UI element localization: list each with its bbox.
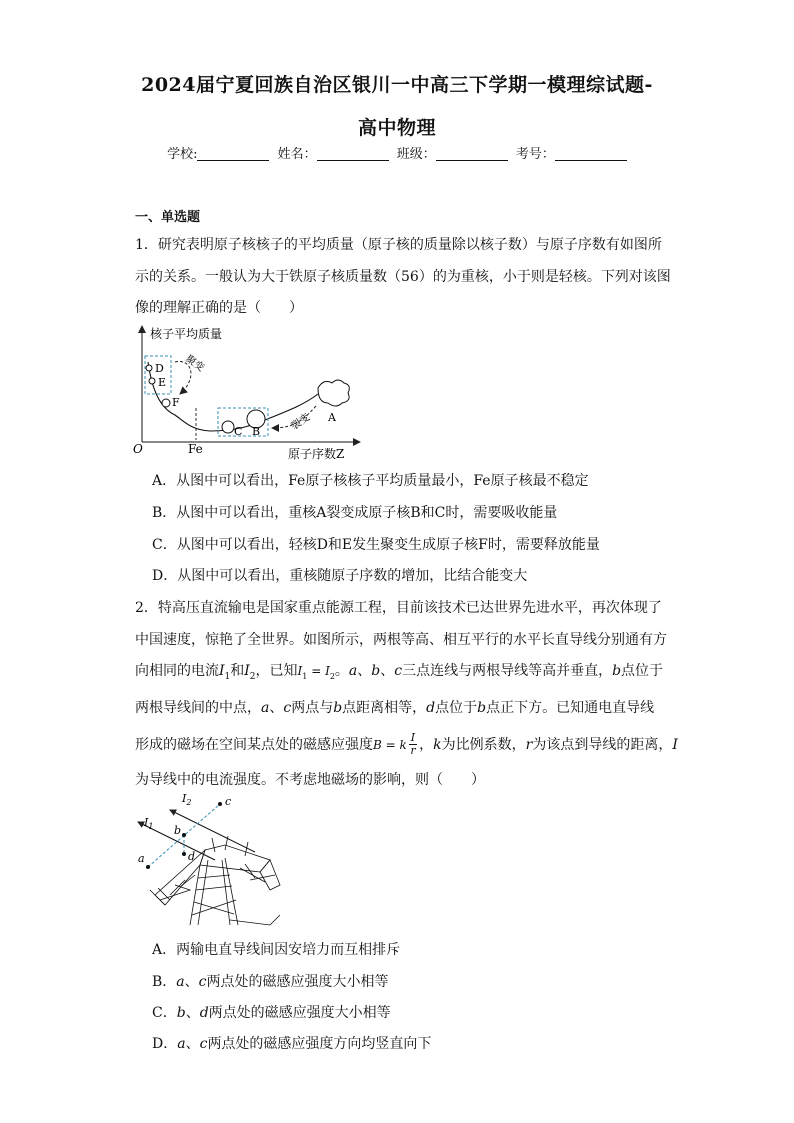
q2-line: 为导线中的电流强度。不考虑地磁场的影响，则（ ）	[135, 771, 485, 788]
q1-line: 示的关系。一般认为大于铁原子核质量数（56）的为重核，小于则是轻核。下列对该图	[135, 268, 671, 285]
point-c	[218, 802, 222, 806]
nucleus-C	[222, 421, 234, 433]
page-subtitle: 高中物理	[357, 117, 436, 139]
label-I2: $I_2$	[182, 792, 192, 807]
class-field[interactable]	[436, 146, 508, 161]
q2-option-d[interactable]: D．a、c两点处的磁感应强度方向均竖直向下	[152, 1036, 432, 1052]
name-field[interactable]	[317, 146, 389, 161]
transmission-line-figure	[130, 790, 290, 930]
student-info-line	[0, 143, 794, 162]
q2-option-c[interactable]: C．b、d两点处的磁感应强度大小相等	[152, 1005, 391, 1021]
fraction-I-over-r: $\frac{I}{r}$	[410, 731, 416, 758]
q1-option-d[interactable]: D．从图中可以看出，重核随原子序数的增加，比结合能变大	[152, 568, 528, 584]
point-b	[182, 833, 186, 837]
label-c: c	[225, 795, 232, 808]
q2-option-a[interactable]: A．两输电直导线间因安培力而互相排斥	[152, 942, 401, 958]
point-d	[182, 852, 186, 856]
label-E: E	[158, 376, 167, 389]
question-1-text	[135, 230, 680, 325]
q2-line: 中国速度，惊艳了全世界。如图所示，两根等高、相互平行的水平长直导线分别通有方	[135, 631, 667, 648]
point-a	[146, 865, 150, 869]
nucleus-D	[146, 365, 152, 371]
label-d: d	[188, 850, 196, 863]
q1-line: 像的理解正确的是（ ）	[135, 300, 303, 316]
school-label: 学校:	[167, 147, 198, 162]
tower-drawing	[150, 836, 280, 925]
q1-option-c[interactable]: C．从图中可以看出，轻核D和E发生聚变生成原子核F时，需要释放能量	[152, 537, 600, 553]
label-D: D	[155, 362, 164, 375]
label-I1: $I_1$	[144, 816, 154, 831]
label-F: F	[172, 396, 180, 409]
q1-option-b[interactable]: B．从图中可以看出，重核A裂变成原子核B和C时，需要吸收能量	[152, 505, 558, 521]
page-title: 2024届宁夏回族自治区银川一中高三下学期一模理综试题-	[141, 74, 653, 96]
wire-I2	[170, 810, 255, 852]
section-heading: 一、单选题	[135, 210, 201, 225]
label-A: A	[328, 411, 336, 424]
question-2-text	[135, 593, 685, 796]
q2-line: 两根导线间的中点，a、c两点与b点距离相等，d点位于b点正下方。已知通电直导线	[135, 700, 655, 717]
q1-line: 1．研究表明原子核核子的平均质量（原子核的质量除以核子数）与原子序数有如图所	[135, 237, 662, 253]
q2-line: 向相同的电流$I_1$和$I_2$，已知$I_1 = I_2$。a、b、c三点连线与两根导线等高并垂直，b点位于	[135, 663, 664, 682]
q2-option-b[interactable]: B．a、c两点处的磁感应强度大小相等	[152, 974, 389, 990]
label-a: a	[138, 852, 145, 865]
origin-label: O	[133, 442, 143, 456]
class-label: 班级：	[396, 147, 436, 162]
school-field[interactable]	[197, 146, 269, 161]
q2-line: 形成的磁场在空间某点处的磁感应强度B = k $\frac{I}{r}$ ，k为比例系数，r为该点到导线的距离，I	[135, 731, 678, 758]
name-label: 姓名：	[277, 147, 317, 162]
nucleus-A	[318, 380, 349, 406]
nucleus-F	[162, 399, 170, 407]
label-b: b	[174, 824, 182, 837]
fusion-label: 聚变	[183, 353, 206, 374]
exam-number-label: 考号：	[515, 147, 555, 162]
x-axis-label: 原子序数Z	[288, 447, 345, 461]
binding-curve-figure	[130, 320, 375, 465]
y-axis-label: 核子平均质量	[150, 327, 223, 341]
fe-label: Fe	[188, 442, 203, 456]
q2-line: 2．特高压直流输电是国家重点能源工程，目前该技术已达世界先进水平，再次体现了	[135, 600, 662, 616]
label-C: C	[234, 425, 243, 438]
exam-number-field[interactable]	[555, 146, 627, 161]
fission-label: 裂变	[289, 411, 313, 433]
fusion-arrow	[175, 361, 191, 394]
nucleus-E	[149, 378, 155, 384]
label-B: B	[252, 425, 261, 438]
q1-option-a[interactable]: A．从图中可以看出，Fe原子核核子平均质量最小，Fe原子核最不稳定	[152, 473, 589, 489]
